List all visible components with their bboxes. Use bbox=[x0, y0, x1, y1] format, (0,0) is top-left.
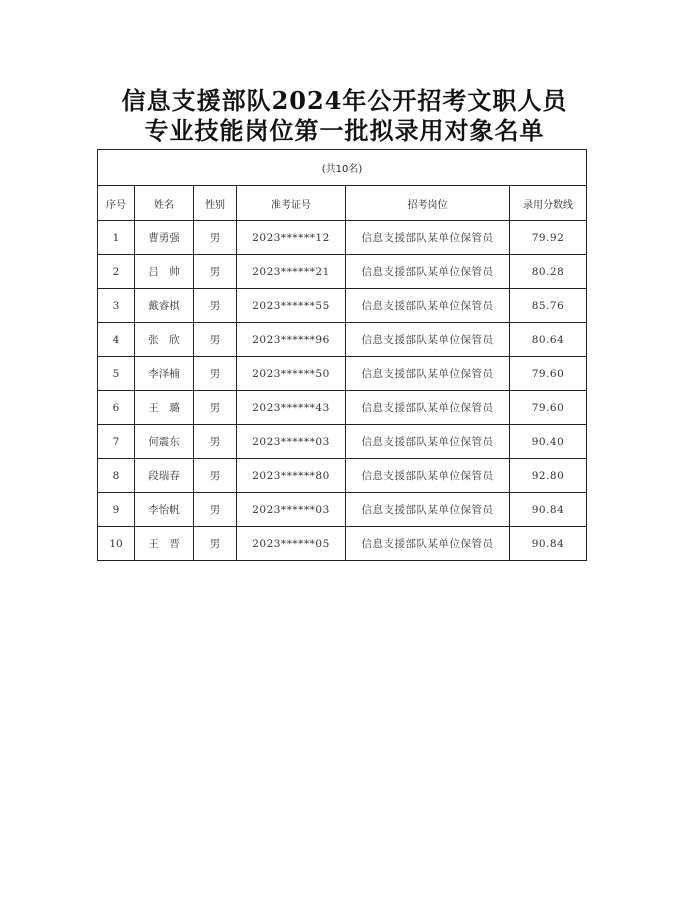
row-ticket-number: 2023******55 bbox=[237, 289, 346, 323]
row-index: 5 bbox=[98, 357, 135, 391]
row-post: 信息支援部队某单位保管员 bbox=[346, 289, 510, 323]
row-score: 85.76 bbox=[510, 289, 587, 323]
row-score: 80.28 bbox=[510, 255, 587, 289]
row-score: 79.60 bbox=[510, 357, 587, 391]
row-ticket-number: 2023******80 bbox=[237, 459, 346, 493]
row-gender: 男 bbox=[194, 459, 237, 493]
row-name: 段瑞春 bbox=[135, 459, 194, 493]
row-name: 王 璐 bbox=[135, 391, 194, 425]
row-score: 90.40 bbox=[510, 425, 587, 459]
row-ticket-number: 2023******05 bbox=[237, 527, 346, 561]
row-name: 戴睿棋 bbox=[135, 289, 194, 323]
document-title-line-2: 专业技能岗位第一批拟录用对象名单 bbox=[144, 116, 545, 145]
table-row bbox=[98, 459, 587, 493]
row-index: 2 bbox=[98, 255, 135, 289]
total-count-cell bbox=[98, 150, 587, 186]
table-header-row bbox=[98, 186, 587, 221]
row-name: 何震东 bbox=[135, 425, 194, 459]
row-name: 吕 帅 bbox=[135, 255, 194, 289]
row-name: 曹勇强 bbox=[135, 221, 194, 255]
row-index: 4 bbox=[98, 323, 135, 357]
table-row bbox=[98, 221, 587, 255]
row-ticket-number: 2023******03 bbox=[237, 493, 346, 527]
row-post: 信息支援部队某单位保管员 bbox=[346, 357, 510, 391]
row-ticket-number: 2023******96 bbox=[237, 323, 346, 357]
row-gender: 男 bbox=[194, 527, 237, 561]
row-gender: 男 bbox=[194, 391, 237, 425]
row-score: 79.60 bbox=[510, 391, 587, 425]
header-gender: 性别 bbox=[194, 186, 237, 221]
row-post: 信息支援部队某单位保管员 bbox=[346, 425, 510, 459]
row-ticket-number: 2023******12 bbox=[237, 221, 346, 255]
header-ticket-number: 准考证号 bbox=[237, 186, 346, 221]
row-gender: 男 bbox=[194, 425, 237, 459]
row-index: 8 bbox=[98, 459, 135, 493]
table-row bbox=[98, 255, 587, 289]
header-post: 招考岗位 bbox=[346, 186, 510, 221]
row-post: 信息支援部队某单位保管员 bbox=[346, 459, 510, 493]
row-post: 信息支援部队某单位保管员 bbox=[346, 255, 510, 289]
row-index: 7 bbox=[98, 425, 135, 459]
row-score: 79.92 bbox=[510, 221, 587, 255]
row-post: 信息支援部队某单位保管员 bbox=[346, 527, 510, 561]
row-name: 张 欣 bbox=[135, 323, 194, 357]
row-index: 1 bbox=[98, 221, 135, 255]
document-title-line-1: 信息支援部队2024年公开招考文职人员 bbox=[121, 86, 568, 115]
row-index: 10 bbox=[98, 527, 135, 561]
row-ticket-number: 2023******03 bbox=[237, 425, 346, 459]
row-score: 90.84 bbox=[510, 493, 587, 527]
table-row bbox=[98, 493, 587, 527]
total-count-label: (共10名) bbox=[321, 164, 363, 175]
row-post: 信息支援部队某单位保管员 bbox=[346, 391, 510, 425]
row-score: 90.84 bbox=[510, 527, 587, 561]
header-name: 姓名 bbox=[135, 186, 194, 221]
row-index: 9 bbox=[98, 493, 135, 527]
row-gender: 男 bbox=[194, 221, 237, 255]
row-post: 信息支援部队某单位保管员 bbox=[346, 221, 510, 255]
row-name: 李泽楠 bbox=[135, 357, 194, 391]
row-gender: 男 bbox=[194, 493, 237, 527]
row-gender: 男 bbox=[194, 289, 237, 323]
total-count-row bbox=[98, 150, 587, 186]
row-ticket-number: 2023******50 bbox=[237, 357, 346, 391]
row-post: 信息支援部队某单位保管员 bbox=[346, 493, 510, 527]
row-index: 6 bbox=[98, 391, 135, 425]
table-row bbox=[98, 391, 587, 425]
row-index: 3 bbox=[98, 289, 135, 323]
row-ticket-number: 2023******21 bbox=[237, 255, 346, 289]
row-score: 80.64 bbox=[510, 323, 587, 357]
table-row bbox=[98, 425, 587, 459]
table-row bbox=[98, 323, 587, 357]
row-post: 信息支援部队某单位保管员 bbox=[346, 323, 510, 357]
row-ticket-number: 2023******43 bbox=[237, 391, 346, 425]
row-gender: 男 bbox=[194, 323, 237, 357]
row-score: 92.80 bbox=[510, 459, 587, 493]
header-index: 序号 bbox=[98, 186, 135, 221]
table-row bbox=[98, 357, 587, 391]
admission-roster-table bbox=[97, 149, 587, 561]
row-gender: 男 bbox=[194, 255, 237, 289]
row-name: 王 晋 bbox=[135, 527, 194, 561]
header-score: 录用分数线 bbox=[510, 186, 587, 221]
row-gender: 男 bbox=[194, 357, 237, 391]
table-row bbox=[98, 527, 587, 561]
table-row bbox=[98, 289, 587, 323]
row-name: 李怡帆 bbox=[135, 493, 194, 527]
